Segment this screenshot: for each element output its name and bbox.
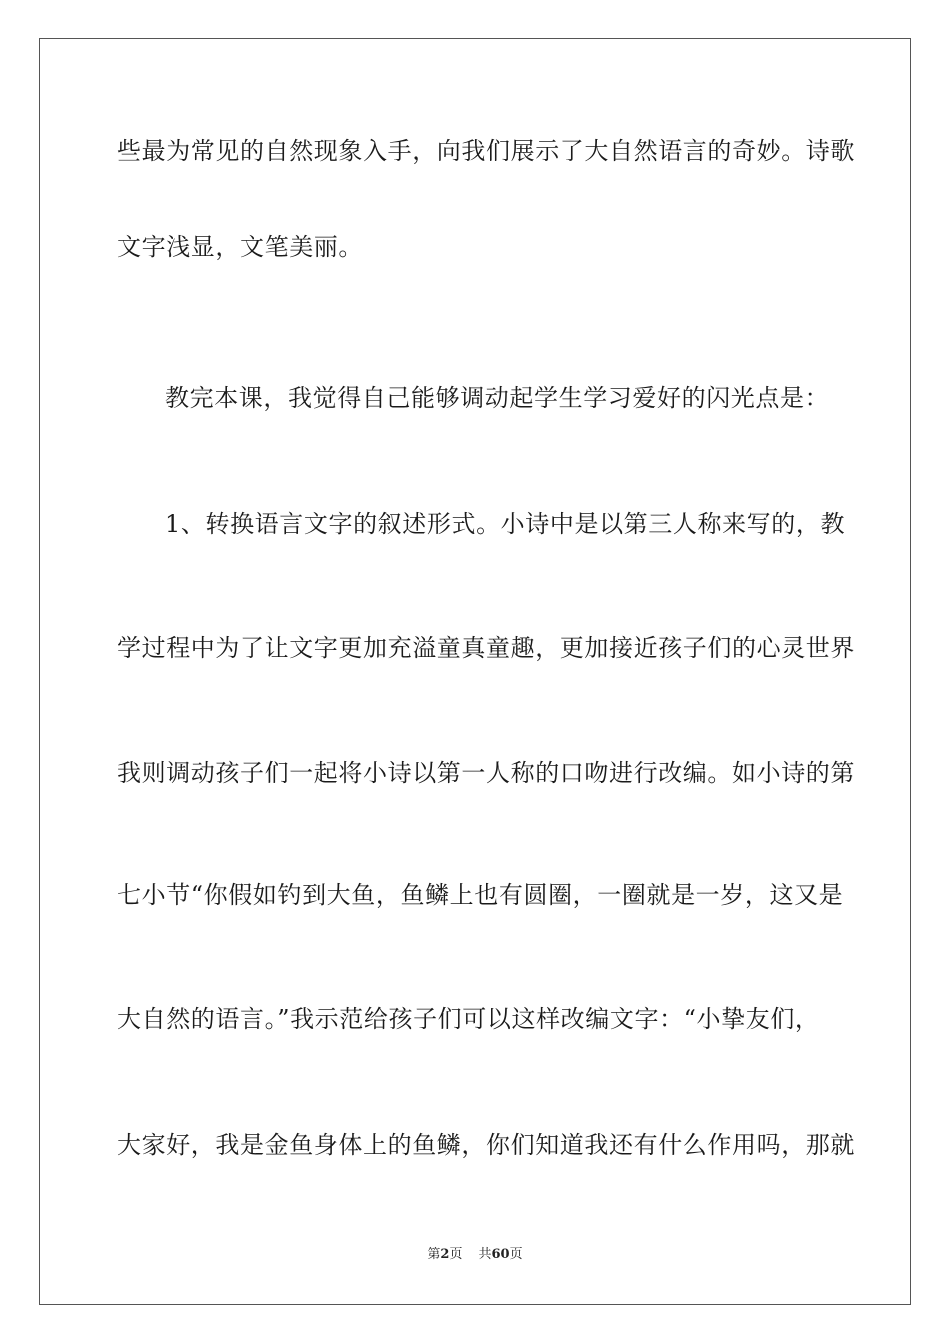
text-line-1: 些最为常见的自然现象入手，向我们展示了大自然语言的奇妙。诗歌 [117, 137, 855, 165]
text-line-4: 1、转换语言文字的叙述形式。小诗中是以第三人称来写的，教 [165, 510, 846, 538]
page-footer [0, 1246, 950, 1264]
text-line-2: 文字浅显，文笔美丽。 [117, 233, 363, 261]
page-total: 60 [491, 1247, 510, 1262]
page-current: 2 [440, 1247, 450, 1262]
text-line-7: 七小节“你假如钓到大鱼，鱼鳞上也有圆圈，一圈就是一岁，这又是 [117, 881, 844, 909]
page-suffix: 页 [449, 1247, 463, 1262]
text-line-5: 学过程中为了让文字更加充溢童真童趣，更加接近孩子们的心灵世界 [117, 634, 855, 662]
page-border [39, 38, 911, 1305]
total-prefix: 共 [478, 1247, 492, 1262]
total-suffix: 页 [509, 1247, 523, 1262]
text-line-8: 大自然的语言。”我示范给孩子们可以这样改编文字：“小挚友们， [117, 1005, 820, 1033]
page-prefix: 第 [427, 1247, 441, 1262]
text-line-6: 我则调动孩子们一起将小诗以第一人称的口吻进行改编。如小诗的第 [117, 759, 855, 787]
text-line-9: 大家好，我是金鱼身体上的鱼鳞，你们知道我还有什么作用吗，那就 [117, 1131, 855, 1159]
text-line-3: 教完本课，我觉得自己能够调动起学生学习爱好的闪光点是： [165, 384, 830, 412]
